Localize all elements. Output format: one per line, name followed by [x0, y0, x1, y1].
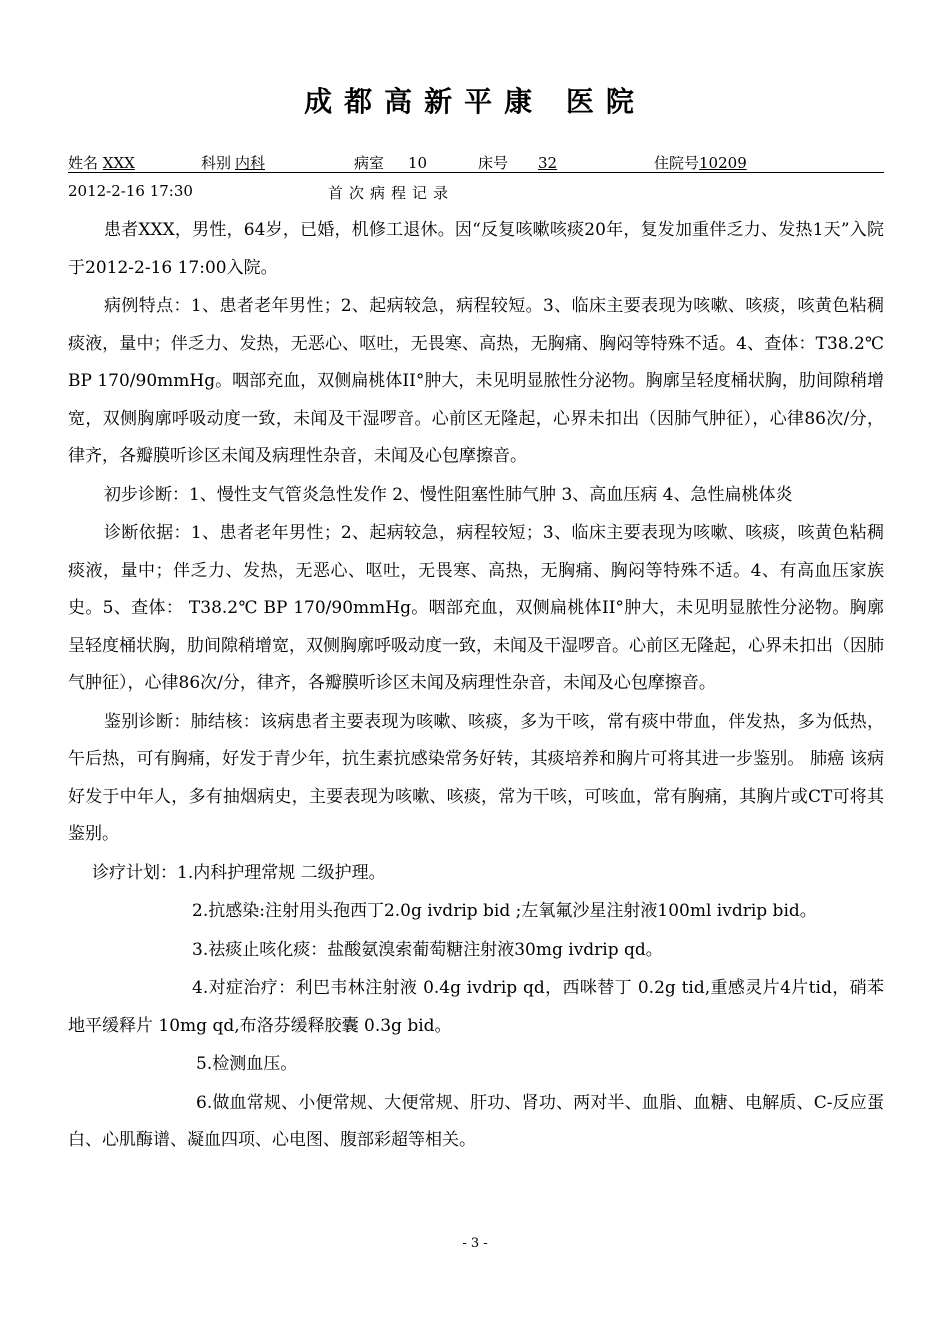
page-number: - 3 - [462, 1236, 488, 1251]
ward-field [354, 152, 427, 173]
name-label: 姓名 [68, 154, 99, 172]
intro-paragraph: 患者XXX，男性，64岁，已婚，机修工退休。因“反复咳嗽咳痰20年，复发加重伴乏力、发热1天”入院于2012-2-16 17:00入院。 [68, 220, 884, 278]
hospital-title: 成都高新平康 医院 [304, 85, 646, 118]
name-value: XXX [102, 154, 135, 172]
name-field [68, 152, 135, 173]
ward-value: 10 [408, 154, 428, 172]
treatment-plan-1: 诊疗计划：1.内科护理常规 二级护理。 [92, 862, 386, 883]
dept-label: 科别 [201, 154, 232, 172]
treatment-plan-6: 6.做血常规、小便常规、大便常规、肝功、肾功、两对半、血脂、血糖、电解质、C-反应蛋白、心肌酶谱、凝血四项、心电图、腹部彩超等相关。 [68, 1092, 884, 1150]
bed-label: 床号 [478, 154, 509, 172]
treatment-plan-4: 4.对症治疗：利巴韦林注射液 0.4g ivdrip qd，西咪替丁 0.2g tid,重感灵片4片tid，硝苯地平缓释片 10mg qd,布洛芬缓释胶囊 0.3g bid。 [68, 978, 884, 1036]
treatment-plan-5: 5.检测血压。 [196, 1054, 298, 1074]
admission-value: 10209 [699, 154, 747, 172]
admission-label: 住院号 [654, 154, 700, 172]
record-title: 首次病程记录 [328, 184, 455, 202]
record-body [68, 212, 884, 1161]
patient-info-row [68, 150, 884, 173]
ward-label: 病室 [354, 154, 385, 172]
dept-value: 内科 [235, 154, 266, 172]
record-datetime: 2012-2-16 17:30 [68, 182, 193, 200]
admission-field [654, 152, 765, 173]
treatment-plan-3: 3.祛痰止咳化痰：盐酸氨溴索葡萄糖注射液30mg ivdrip qd。 [192, 939, 663, 960]
preliminary-diagnosis: 初步诊断：1、慢性支气管炎急性发作 2、慢性阻塞性肺气肿 3、高血压病 4、急性扁桃体炎 [104, 484, 793, 505]
bed-value: 32 [538, 154, 558, 172]
case-features-paragraph: 病例特点：1、患者老年男性；2、起病较急，病程较短。3、临床主要表现为咳嗽、咳痰，咳黄色粘稠痰液，量中；伴乏力、发热，无恶心、呕吐，无畏寒、高热，无胸痛、胸闷等特殊不适。4、查体：T38.2℃ BP 170/90mmHg。咽部充血，双侧扁桃体II°肿大，未见明显脓性分泌物。胸廓呈轻度桶状胸，肋间隙稍增宽，双侧胸廓呼吸动度一致，未闻及干湿啰音。心前区无隆起，心界未扣出（因肺气肿征），心律86次/分，律齐，各瓣膜听诊区未闻及病理性杂音，未闻及心包摩擦音。 [68, 296, 884, 466]
dept-field [201, 152, 265, 173]
differential-diagnosis-paragraph: 鉴别诊断：肺结核：该病患者主要表现为咳嗽、咳痰，多为干咳，常有痰中带血，伴发热，多为低热，午后热，可有胸痛，好发于青少年，抗生素抗感染常务好转，其痰培养和胸片可将其进一步鉴别。 肺癌 该病好发于中年人，多有抽烟病史，主要表现为咳嗽、咳痰，常为干咳，可咳血，常有胸痛，其胸片或CT可将其鉴别。 [68, 711, 884, 844]
treatment-plan-2: 2.抗感染:注射用头孢西丁2.0g ivdrip bid ;左氧氟沙星注射液100ml ivdrip bid。 [192, 901, 817, 921]
bed-field [478, 152, 575, 173]
diagnosis-basis-paragraph: 诊断依据：1、患者老年男性；2、起病较急，病程较短；3、临床主要表现为咳嗽、咳痰，咳黄色粘稠痰液，量中；伴乏力、发热，无恶心、呕吐，无畏寒、高热，无胸痛、胸闷等特殊不适。4、有高血压家族史。5、查体： T38.2℃ BP 170/90mmHg。咽部充血，双侧扁桃体II°肿大，未见明显脓性分泌物。胸廓呈轻度桶状胸，肋间隙稍增宽，双侧胸廓呼吸动度一致，未闻及干湿啰音。心前区无隆起，心界未扣出（因肺气肿征），心律86次/分，律齐，各瓣膜听诊区未闻及病理性杂音，未闻及心包摩擦音。 [68, 523, 884, 693]
